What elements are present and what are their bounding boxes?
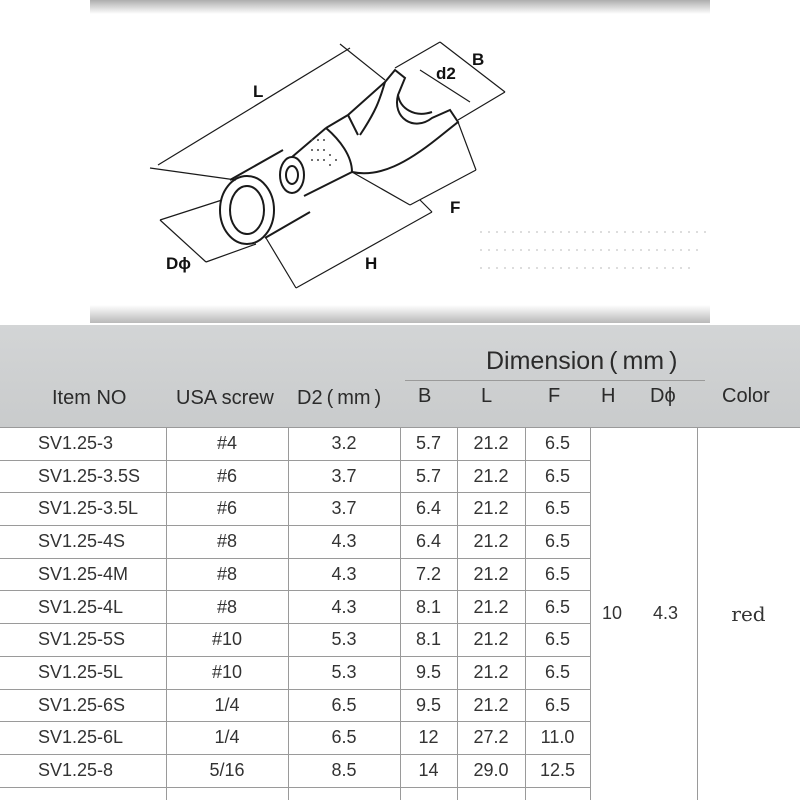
cell-d2: 3.7: [331, 498, 357, 519]
header-f: F: [548, 385, 561, 407]
table-row: [0, 558, 590, 592]
cell-l: 21.2: [473, 596, 509, 617]
label-h: H: [365, 254, 378, 273]
cell-b: 6.4: [415, 498, 442, 519]
cell-b: 5.7: [415, 465, 442, 486]
cell-l: 21.2: [473, 661, 509, 682]
background-dots: [480, 232, 710, 268]
cell-b: 12: [418, 727, 439, 748]
cell-l: 21.2: [473, 531, 509, 552]
bottom-shadow: [90, 305, 710, 323]
cell-d2: 4.3: [331, 596, 357, 617]
cell-item-no: SV1.25-3.5L: [38, 498, 139, 519]
cell-f: 6.5: [544, 465, 571, 486]
color-value: red: [731, 601, 766, 626]
header-h: H: [601, 385, 616, 407]
cell-l: 21.2: [473, 563, 509, 584]
cell-item-no: SV1.25-3.5S: [38, 465, 141, 486]
cell-usa-screw: #6: [216, 498, 238, 519]
cell-usa-screw: #8: [216, 563, 238, 584]
cell-item-no: SV1.25-4S: [38, 531, 126, 552]
table-row: [0, 656, 590, 690]
d-phi-value: 4.3: [652, 603, 679, 623]
table-row: [0, 427, 590, 461]
header-l: L: [481, 385, 493, 407]
cell-l: 27.2: [473, 727, 509, 748]
cell-item-no: SV1.25-6L: [38, 727, 124, 748]
cell-b: 6.4: [415, 531, 442, 552]
header-d2: D2 ( mm ): [297, 387, 382, 409]
cell-f: 6.5: [544, 498, 571, 519]
crimp-dots: [311, 139, 337, 166]
cell-l: 21.2: [473, 629, 509, 650]
dimension-underline: [405, 380, 705, 381]
merged-color-cell: [697, 427, 800, 800]
cell-f: 6.5: [544, 433, 571, 453]
cell-usa-screw: 1/4: [214, 727, 240, 748]
cell-usa-screw: #4: [216, 433, 238, 453]
cell-usa-screw: #8: [216, 596, 238, 617]
cell-l: 21.2: [473, 498, 509, 519]
cell-usa-screw: #6: [216, 465, 238, 486]
cell-usa-screw: #8: [216, 531, 238, 552]
table-body: [0, 427, 800, 800]
cell-d2: 5.3: [331, 661, 357, 682]
table-row: [0, 591, 590, 625]
cell-b: 9.5: [415, 661, 442, 682]
cell-f: 6.5: [544, 629, 571, 650]
h-value: 10: [601, 603, 623, 623]
header-b: B: [418, 385, 432, 407]
cell-b: 5.7: [415, 433, 442, 453]
cell-d2: 5.3: [331, 629, 357, 650]
table-row: [0, 525, 590, 559]
cell-item-no: SV1.25-5S: [38, 629, 126, 650]
table-row: [0, 492, 590, 526]
cell-f: 6.5: [544, 694, 571, 715]
cell-item-no: SV1.25-5L: [38, 661, 124, 682]
table-row: [0, 721, 590, 755]
spade-terminal-drawing: [0, 0, 800, 325]
cell-d2: 6.5: [331, 727, 357, 748]
merged-h-cell: [590, 427, 634, 800]
cell-b: 8.1: [415, 596, 442, 617]
header-item-no: Item NO: [52, 387, 127, 409]
cell-d2: 4.3: [331, 531, 357, 552]
cell-d2: 4.3: [331, 563, 357, 584]
cell-item-no: SV1.25-3: [38, 433, 114, 453]
cell-b: 14: [418, 760, 439, 780]
label-f: F: [450, 198, 461, 217]
header-d-phi: Dϕ: [650, 385, 676, 407]
cell-usa-screw: 1/4: [214, 694, 240, 715]
cell-f: 12.5: [539, 760, 576, 780]
cell-l: 21.2: [473, 465, 509, 486]
cell-l: 29.0: [473, 760, 509, 780]
cell-b: 9.5: [415, 694, 442, 715]
header-usa-screw: USA screw: [176, 387, 274, 409]
cell-f: 6.5: [544, 661, 571, 682]
cell-d2: 3.7: [331, 465, 357, 486]
cell-usa-screw: #10: [211, 661, 243, 682]
top-shadow: [90, 0, 710, 14]
cell-item-no: SV1.25-6S: [38, 694, 126, 715]
table-row: [0, 754, 590, 788]
label-d-phi: Dϕ: [166, 254, 192, 273]
specification-table: [0, 325, 800, 800]
cell-f: 6.5: [544, 596, 571, 617]
merged-d-phi-cell: [634, 427, 697, 800]
cell-b: 7.2: [415, 563, 442, 584]
cell-d2: 6.5: [331, 694, 357, 715]
cell-usa-screw: #10: [211, 629, 243, 650]
header-color: Color: [722, 385, 770, 407]
cell-d2: 3.2: [331, 433, 357, 453]
cell-f: 6.5: [544, 531, 571, 552]
cell-f: 6.5: [544, 563, 571, 584]
table-row: [0, 623, 590, 657]
label-d2: d2: [436, 64, 456, 83]
cell-l: 21.2: [473, 694, 509, 715]
cell-b: 8.1: [415, 629, 442, 650]
cell-item-no: SV1.25-4L: [38, 596, 124, 617]
label-b: B: [472, 50, 485, 69]
cell-f: 11.0: [540, 727, 575, 748]
table-row: [0, 689, 590, 723]
label-l: L: [253, 82, 264, 101]
cell-usa-screw: 5/16: [209, 760, 245, 780]
cell-item-no: SV1.25-8: [38, 760, 114, 780]
cell-d2: 8.5: [331, 760, 357, 780]
cell-l: 21.2: [473, 433, 509, 453]
table-header: [0, 325, 800, 427]
terminal-diagram: [0, 0, 800, 325]
dimension-title: Dimension ( mm ): [486, 347, 678, 375]
table-row: [0, 460, 590, 494]
cell-item-no: SV1.25-4M: [38, 563, 129, 584]
